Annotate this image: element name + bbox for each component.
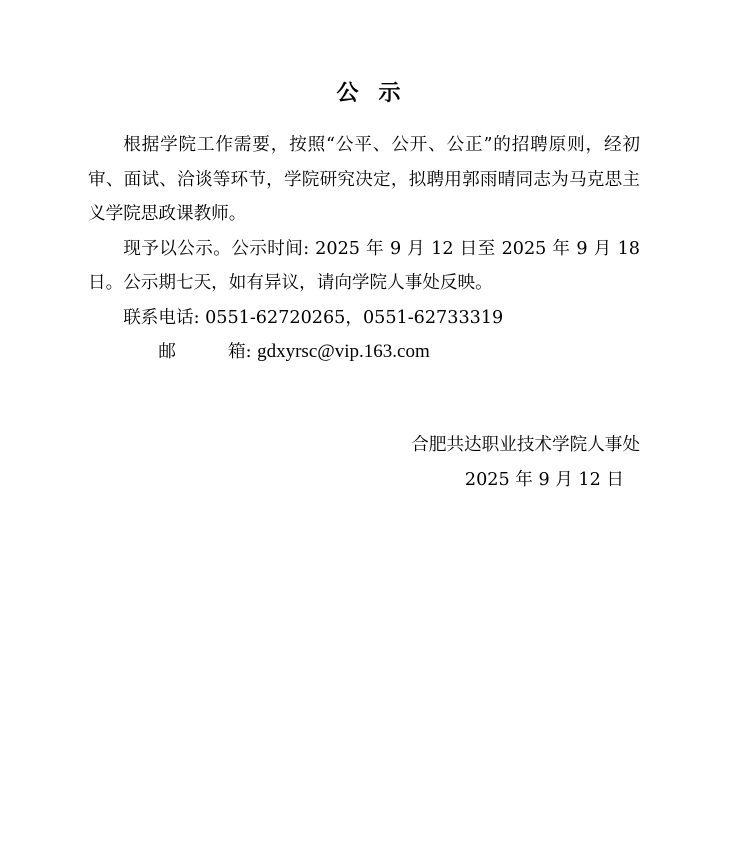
contact-email-row [88,335,640,370]
contact-email: gdxyrsc@vip.163.com [257,341,430,362]
document-title: 公示 [336,80,421,106]
signature-block [411,428,640,497]
paragraph-hiring-decision: 根据学院工作需要，按照“公平、公开、公正”的招聘原则，经初审、面试、洽谈等环节，学院研究决定，拟聘用郭雨晴同志为马克思主义学院思政课教师。 [88,135,640,224]
contact-phone: 联系电话: 0551-62720265，0551-62733319 [123,307,504,328]
document-body [88,128,640,370]
email-label-first: 邮 [158,342,176,362]
signature-date: 2025 年 9 月 12 日 [464,469,624,490]
email-label-second: 箱: [227,342,258,362]
signature-organization: 合肥共达职业技术学院人事处 [411,435,640,455]
paragraph-publicity-period: 现予以公示。公示时间: 2025 年 9 月 12 日至 2025 年 9 月 18 日。公示期七天，如有异议，请向学院人事处反映。 [88,238,640,293]
